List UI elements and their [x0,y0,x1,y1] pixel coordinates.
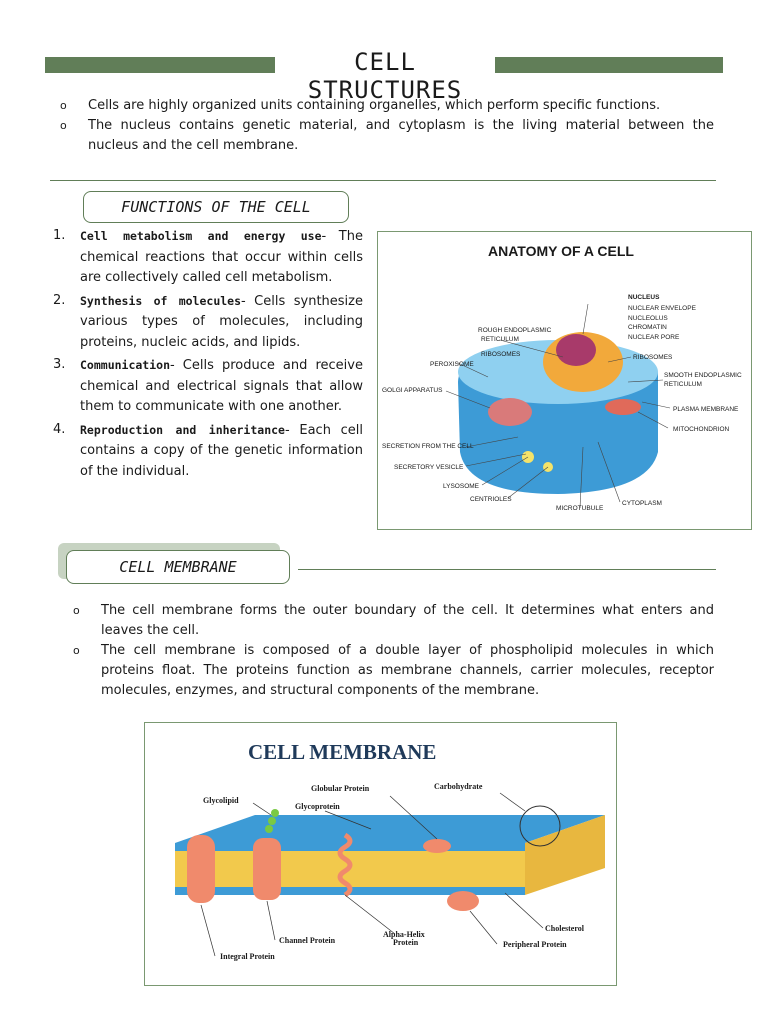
label-secretory-vesicle: SECRETORY VESICLE [394,464,464,471]
label-cytoplasm: CYTOPLASM [622,500,662,507]
membrane-list [73,601,714,701]
label-integral-protein: Integral Protein [220,952,275,961]
label-mitochondrion: MITOCHONDRION [673,426,730,433]
intro-list [60,96,714,156]
label-microtubule: MICROTUBULE [556,505,604,512]
globular-protein-shape [423,839,451,853]
membrane-figure [144,722,617,986]
function-term: Cell metabolism and energy use [80,229,322,243]
label-nuclear-pore: NUCLEAR PORE [628,334,680,341]
page-title: CELL STRUCTURES [307,48,463,104]
peripheral-protein-shape [447,891,479,911]
mitochondrion-shape [605,399,641,415]
function-item: 2. Synthesis of molecules- Cells synthesize various types of molecules, including proteins, nucleic acids, and lipids. [53,292,363,350]
label-globular-protein: Globular Protein [311,784,370,793]
label-lysosome: LYSOSOME [443,483,480,490]
glycolipid-chain [268,817,276,825]
functions-list [53,226,363,484]
membrane-item: o The cell membrane forms the outer boundary of the cell. It determines what enters and leaves the cell. [73,601,714,641]
label-glycolipid: Glycolipid [203,796,239,805]
function-text: - Cells produce and receive chemical and electrical signals that allow them to communicate with one another. [80,358,363,414]
function-text: - Each cell contains a copy of the genetic information of the individual. [80,422,363,479]
function-text: - Cells synthesize various types of molecules, including proteins, nucleic acids, and lipids. [80,293,363,350]
function-item: 3. Communication- Cells produce and receive chemical and electrical signals that allow them to communicate with one another. [53,357,363,414]
golgi-shape [488,398,532,426]
label-peroxisome: PEROXISOME [430,361,474,368]
label-plasma-membrane: PLASMA MEMBRANE [673,406,739,413]
membrane-figure-title: CELL MEMBRANE [248,740,437,764]
title-bar-right [495,57,723,73]
function-item: 4. Reproduction and inheritance- Each cell contains a copy of the genetic information of the individual. [53,421,363,479]
intro-item: o Cells are highly organized units containing organelles, which perform specific functions. [60,96,714,116]
label-smooth-er: SMOOTH ENDOPLASMIC [664,372,742,379]
label-nucleolus: NUCLEOLUS [628,315,668,322]
title-bar-left [45,57,275,73]
label-ribosomes-right: RIBOSOMES [633,354,673,361]
membrane-heading: CELL MEMBRANE [66,550,290,584]
label-carbohydrate: Carbohydrate [434,782,483,791]
functions-heading: FUNCTIONS OF THE CELL [83,191,349,223]
function-term: Reproduction and inheritance [80,422,285,437]
membrane-divider [298,569,716,570]
label-channel-protein: Channel Protein [279,936,336,945]
glycolipid-chain [271,809,279,817]
nucleus-core [556,334,596,366]
section-divider [50,180,716,181]
label-ribosomes-left: RIBOSOMES [481,351,521,358]
label-cholesterol: Cholesterol [545,924,584,933]
function-term: Communication [80,358,171,372]
label-rough-er-2: RETICULUM [481,336,519,343]
label-secretion: SECRETION FROM THE CELL [382,443,474,450]
function-text: - The chemical reactions that occur within cells are collectively called cell metabolism. [80,229,363,285]
membrane-item: o The cell membrane is composed of a double layer of phospholipid molecules in which proteins float. The proteins function as membrane channels, carrier molecules, receptor molecules, enzymes, and structural components of the membrane. [73,641,714,701]
channel-protein-shape [253,838,281,900]
integral-protein-shape [187,835,215,903]
label-smooth-er-2: RETICULUM [664,381,702,388]
label-rough-er: ROUGH ENDOPLASMIC [478,327,552,334]
label-nuclear-envelope: NUCLEAR ENVELOPE [628,305,696,312]
function-item: 1. Cell metabolism and energy use- The chemical reactions that occur within cells are collectively called cell metabolism. [53,228,363,285]
label-peripheral-protein: Peripheral Protein [503,940,567,949]
label-alpha-helix: Alpha-Helix [383,930,425,939]
label-centrioles: CENTRIOLES [470,496,512,503]
label-alpha-helix-2: Protein [393,938,419,947]
label-chromatin: CHROMATIN [628,324,667,331]
anatomy-figure [377,231,752,530]
anatomy-title: ANATOMY OF A CELL [488,243,634,259]
glycolipid-chain [265,825,273,833]
label-glycoprotein: Glycoprotein [295,802,340,811]
label-golgi: GOLGI APPARATUS [382,387,443,394]
label-nucleus: NUCLEUS [628,294,660,301]
intro-item: o The nucleus contains genetic material, and cytoplasm is the living material between the nucleus and the cell membrane. [60,116,714,156]
function-term: Synthesis of molecules [80,293,242,308]
